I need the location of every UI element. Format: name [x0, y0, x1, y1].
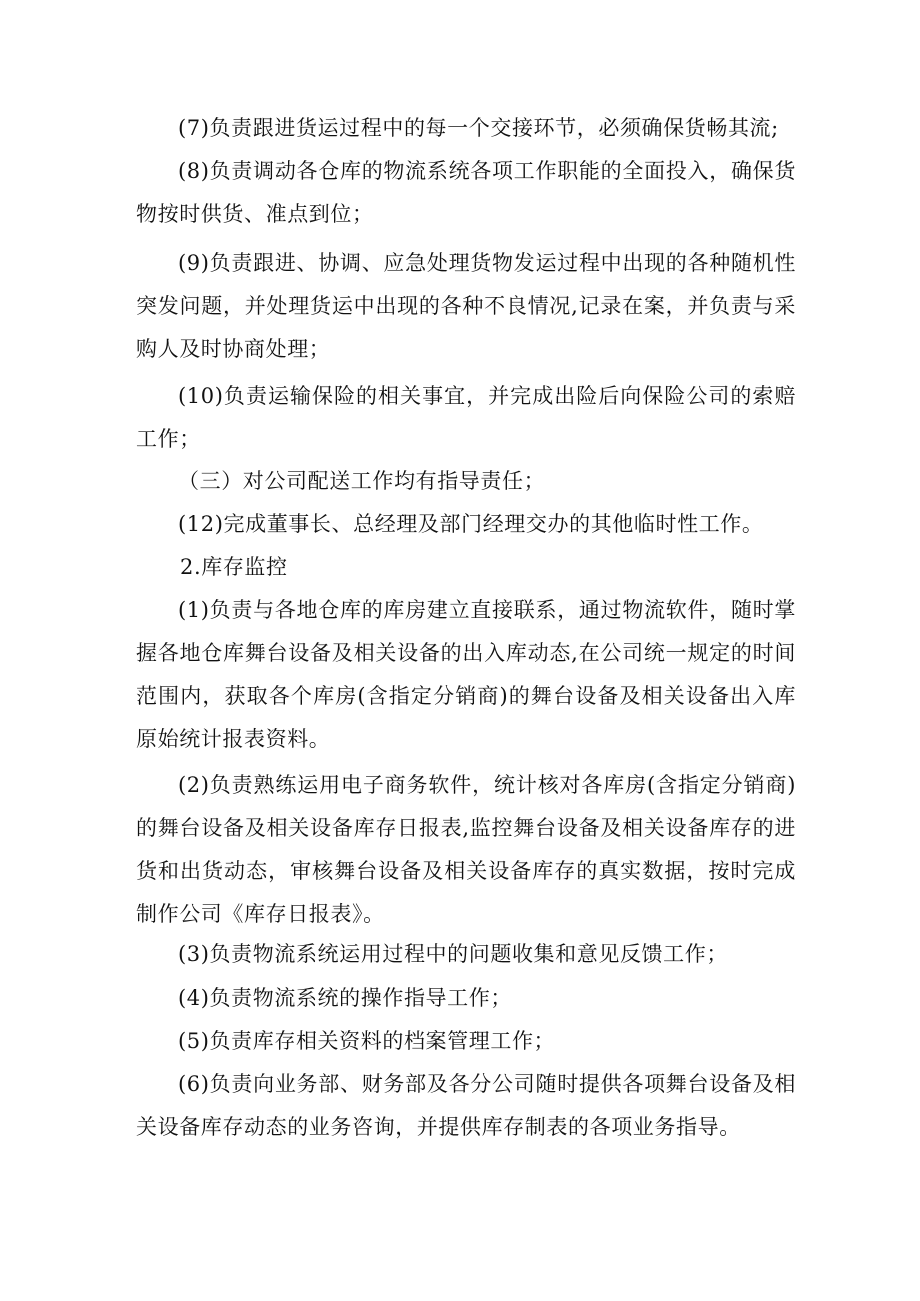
paragraph-item-10: (10)负责运输保险的相关事宜，并完成出险后向保险公司的索赔工作；: [136, 384, 796, 451]
section-paragraph-6: (6)负责向业务部、财务部及各分公司随时提供各项舞台设备及相关设备库存动态的业务咨询，并提供库存制表的各项业务指导。: [136, 1072, 796, 1139]
paragraph-subsection-3: （三）对公司配送工作均有指导责任；: [178, 469, 546, 493]
section-paragraph-5: (5)负责库存相关资料的档案管理工作；: [178, 1029, 556, 1053]
section-paragraph-3: (3)负责物流系统运用过程中的问题收集和意见反馈工作；: [178, 942, 728, 966]
section-heading: 2.库存监控: [180, 555, 288, 579]
section-paragraph-2: (2)负责熟练运用电子商务软件，统计核对各库房(含指定分销商)的舞台设备及相关设备库存日报表,监控舞台设备及相关设备库存的进货和出货动态，审核舞台设备及相关设备库存的真实数据，按时完成制作公司《库存日报表》。: [136, 773, 796, 926]
paragraph-item-9: (9)负责跟进、协调、应急处理货物发运过程中出现的各种随机性突发问题，并处理货运中出现的各种不良情况,记录在案，并负责与采购人及时协商处理；: [136, 251, 796, 361]
section-paragraph-4: (4)负责物流系统的操作指导工作；: [178, 986, 512, 1010]
paragraph-item-7: (7)负责跟进货运过程中的每一个交接环节，必须确保货畅其流;: [178, 116, 779, 140]
paragraph-item-12: (12)完成董事长、总经理及部门经理交办的其他临时性工作。: [178, 512, 764, 536]
section-paragraph-1: (1)负责与各地仓库的库房建立直接联系，通过物流软件，随时掌握各地仓库舞台设备及相关设备的出入库动态,在公司统一规定的时间范围内，获取各个库房(含指定分销商)的舞台设备及相关设备出入库原始统计报表资料。: [136, 598, 796, 751]
paragraph-item-8: (8)负责调动各仓库的物流系统各项工作职能的全面投入，确保货物按时供货、准点到位；: [136, 159, 796, 226]
